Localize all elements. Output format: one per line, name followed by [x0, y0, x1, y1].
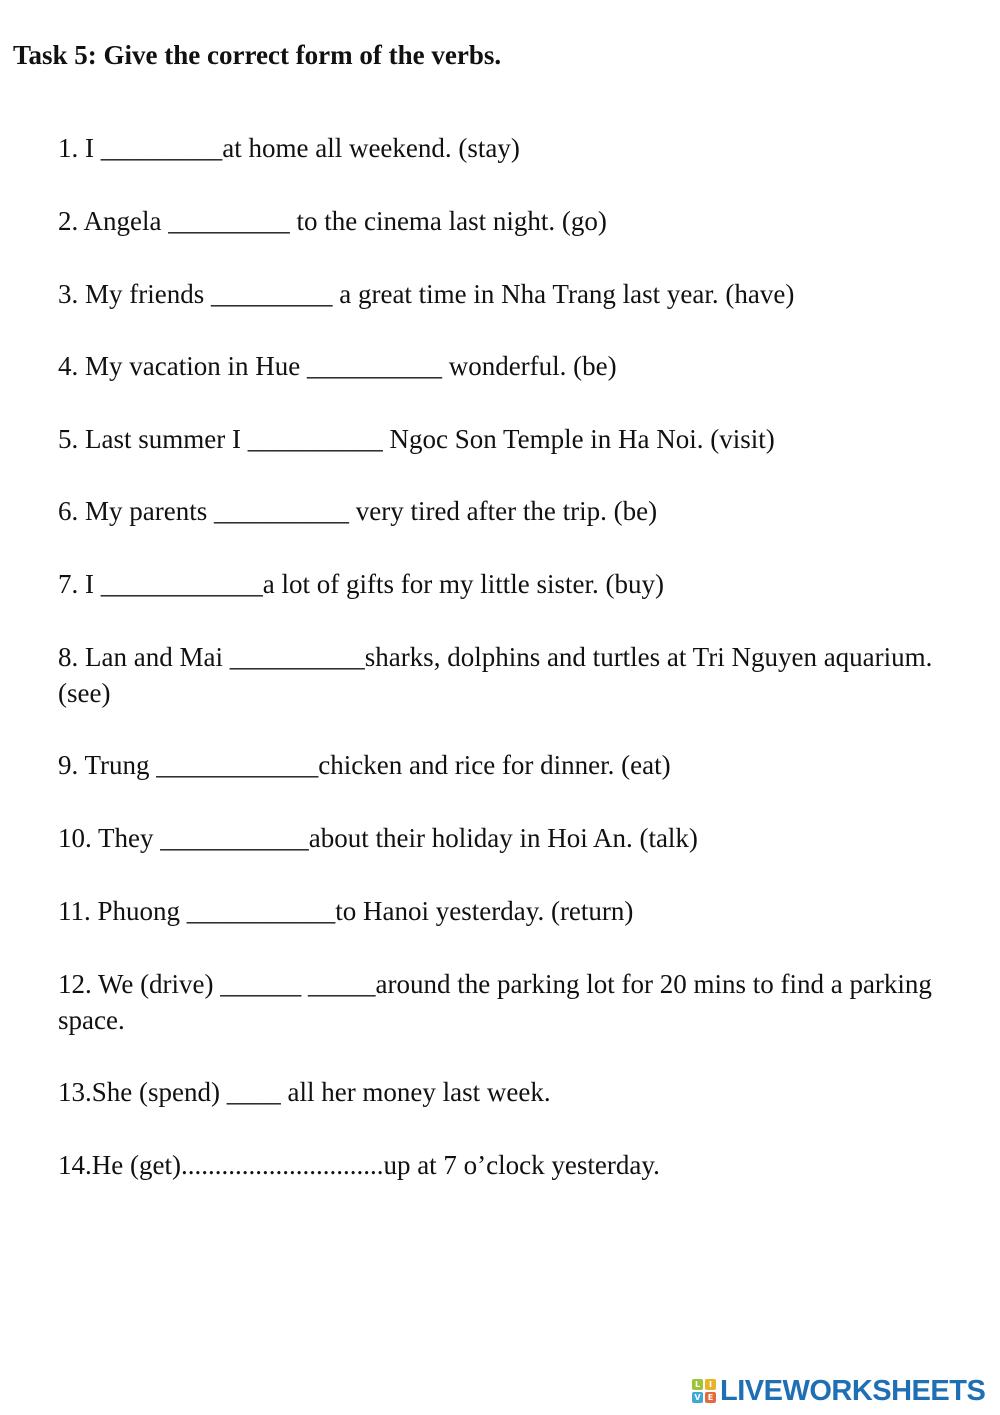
task-title: Task 5: Give the correct form of the verbs. [13, 40, 502, 70]
logo-text: LIVEWORKSHEETS [720, 1374, 986, 1407]
liveworksheets-logo [692, 1374, 985, 1408]
question-6: 6. My parents __________ very tired after the trip. (be) [58, 496, 658, 526]
question-11: 11. Phuong ___________to Hanoi yesterday. (return) [58, 896, 634, 926]
question-10: 10. They ___________about their holiday in Hoi An. (talk) [58, 823, 698, 853]
question-1: 1. I _________at home all weekend. (stay) [58, 133, 520, 163]
question-14: 14.He (get)..............................up at 7 o’clock yesterday. [58, 1150, 660, 1180]
question-4: 4. My vacation in Hue __________ wonderful. (be) [58, 351, 617, 381]
question-13: 13.She (spend) ____ all her money last week. [58, 1077, 551, 1107]
logo-mark-letter: L [692, 1379, 703, 1390]
logo-mark-icon [692, 1379, 716, 1403]
question-9: 9. Trung ____________chicken and rice for dinner. (eat) [58, 750, 671, 780]
logo-mark-letter: E [705, 1392, 716, 1403]
question-5: 5. Last summer I __________ Ngoc Son Temple in Ha Noi. (visit) [58, 424, 775, 454]
question-7: 7. I ____________a lot of gifts for my little sister. (buy) [58, 569, 664, 599]
logo-mark-letter: V [692, 1392, 703, 1403]
question-12: 12. We (drive) ______ _____around the parking lot for 20 mins to find a parking space. [58, 969, 932, 1035]
question-2: 2. Angela _________ to the cinema last night. (go) [58, 206, 607, 236]
logo-mark-letter: I [705, 1379, 716, 1390]
question-3: 3. My friends _________ a great time in Nha Trang last year. (have) [58, 279, 795, 309]
question-8: 8. Lan and Mai __________sharks, dolphins and turtles at Tri Nguyen aquarium. (see) [58, 642, 933, 708]
